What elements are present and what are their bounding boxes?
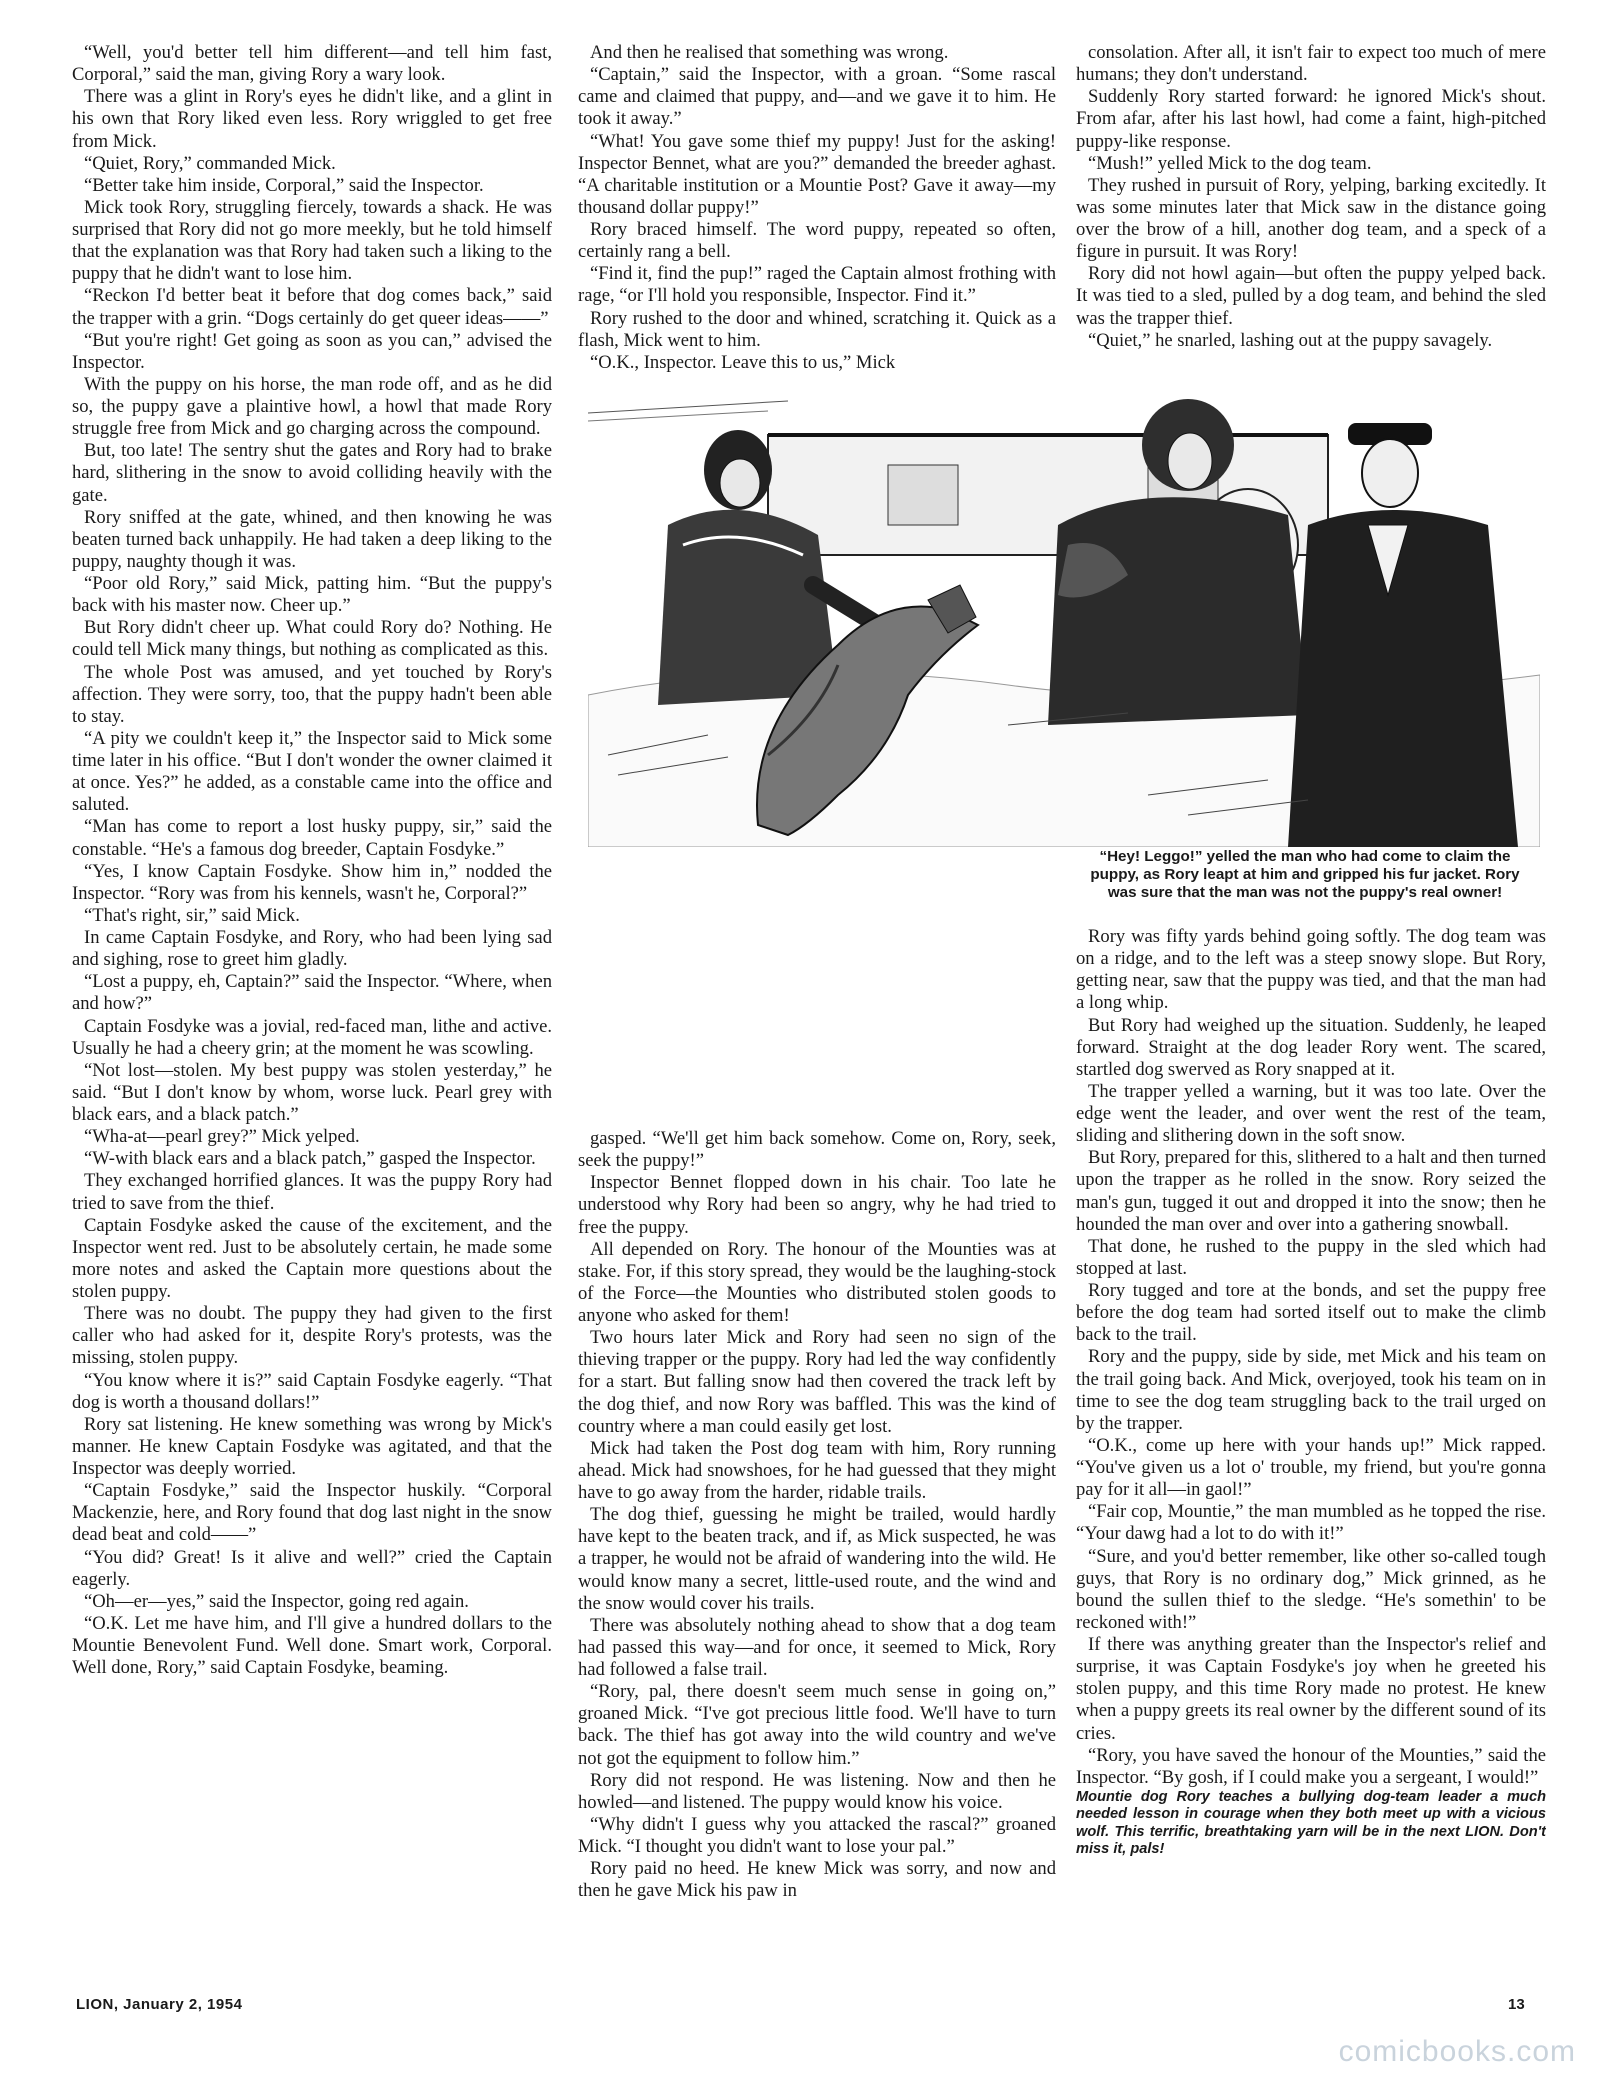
paragraph: They rushed in pursuit of Rory, yelping, barking excitedly. It was some minutes later that Mick saw in the distance going over the brow of a hill, another dog team, and a speck of a figure in pursuit. It was Rory! — [1076, 174, 1546, 263]
paragraph: “Lost a puppy, eh, Captain?” said the Inspector. “Where, when and how?” — [72, 971, 552, 1015]
paragraph: “Better take him inside, Corporal,” said the Inspector. — [84, 174, 484, 196]
story-illustration — [588, 395, 1540, 847]
paragraph: Rory was fifty yards behind going softly. The dog team was on a ridge, and to the left was a steep snowy slope. But Rory, getting near, saw that the puppy was tied, and that the man had a long whip. — [1076, 926, 1546, 1014]
paragraph: “What! You gave some thief my puppy! Just for the asking! Inspector Bennet, what are you?” demanded the breeder aghast. “A charitable institution or a Mountie Post? Gave it away—my thousand dollar puppy!” — [578, 130, 1056, 218]
paragraph: “Oh—er—yes,” said the Inspector, going red again. — [84, 1590, 469, 1612]
paragraph: “Rory, you have saved the honour of the Mounties,” said the Inspector. “By gosh, if I could make you a sergeant, I would!” — [1076, 1744, 1546, 1788]
issue-footer: LION, January 2, 1954 — [76, 1996, 243, 2013]
paragraph: “Yes, I know Captain Fosdyke. Show him in,” nodded the Inspector. “Rory was from his kennels, wasn't he, Corporal?” — [72, 860, 552, 904]
paragraph: Rory sniffed at the gate, whined, and then knowing he was beaten turned back unhappily. He had taken a deep liking to the puppy, naughty though it was. — [72, 506, 552, 572]
paragraph: The whole Post was amused, and yet touched by Rory's affection. They were sorry, too, that the puppy hadn't been able to stay. — [72, 661, 552, 727]
paragraph: That done, he rushed to the puppy in the sled which had stopped at last. — [1076, 1235, 1546, 1279]
paragraph: “W-with black ears and a black patch,” gasped the Inspector. — [84, 1148, 536, 1170]
paragraph: There was a glint in Rory's eyes he didn't like, and a glint in his own that Rory liked even less. Rory wriggled to get free from Mick. — [72, 86, 552, 152]
paragraph: Rory rushed to the door and whined, scratching it. Quick as a flash, Mick went to him. — [578, 307, 1056, 351]
paragraph: “O.K., Inspector. Leave this to us,” Mick — [590, 351, 896, 373]
story-column-2-bottom — [578, 1128, 1056, 1988]
paragraph: Two hours later Mick and Rory had seen no sign of the thieving trapper or the puppy. Rory had led the way confidently for a start. But falling snow had then covered the track left by the dog thief, and now Rory was baffled. This was the kind of country where a man could easily get lost. — [578, 1327, 1056, 1437]
paragraph: “Wha-at—pearl grey?” Mick yelped. — [84, 1126, 360, 1148]
paragraph: “Reckon I'd better beat it before that dog comes back,” said the trapper with a grin. “Dogs certainly do get queer ideas——” — [72, 285, 552, 329]
paragraph: In came Captain Fosdyke, and Rory, who had been lying sad and sighing, rose to greet him gladly. — [72, 927, 552, 971]
paragraph: But Rory had weighed up the situation. Suddenly, he leaped forward. Straight at the dog leader Rory went. The scared, startled dog swerved as Rory snapped at it. — [1076, 1014, 1546, 1080]
story-column-1 — [72, 42, 552, 1972]
paragraph: Rory tugged and tore at the bonds, and set the puppy free before the dog team had sorted itself out to make the climb back to the trail. — [1076, 1280, 1546, 1346]
paragraph: Suddenly Rory started forward: he ignored Mick's shout. From afar, after his last howl, had come a faint, high-pitched puppy-like response. — [1076, 86, 1546, 152]
paragraph: “O.K. Let me have him, and I'll give a hundred dollars to the Mountie Benevolent Fund. Well done. Smart work, Corporal. Well done, Rory,” said Captain Fosdyke, beaming. — [72, 1612, 552, 1679]
paragraph: There was absolutely nothing ahead to show that a dog team had passed this way—and for once, it seemed to Mick, Rory had followed a false trail. — [578, 1614, 1056, 1680]
paragraph: Rory sat listening. He knew something was wrong by Mick's manner. He knew Captain Fosdyke was agitated, and that the Inspector was deeply worried. — [72, 1413, 552, 1479]
paragraph: All depended on Rory. The honour of the Mounties was at stake. For, if this story spread, they would be the laughing-stock of the Force—the Mounties who distributed stolen goods to anyone who asked for them! — [578, 1238, 1056, 1326]
paragraph: Inspector Bennet flopped down in his chair. Too late he understood why Rory had been so angry, why he had tried to free the puppy. — [578, 1172, 1056, 1238]
paragraph: “Find it, find the pup!” raged the Captain almost frothing with rage, “or I'll hold you responsible, Inspector. Find it.” — [578, 263, 1056, 307]
paragraph: “But you're right! Get going as soon as you can,” advised the Inspector. — [72, 329, 552, 373]
paragraph: “Fair cop, Mountie,” the man mumbled as he topped the rise. “Your dawg had a lot to do with it!” — [1076, 1501, 1546, 1545]
paragraph: “Poor old Rory,” said Mick, patting him. “But the puppy's back with his master now. Cheer up.” — [72, 573, 552, 617]
paragraph: Rory paid no heed. He knew Mick was sorry, and now and then he gave Mick his paw in — [578, 1858, 1056, 1902]
paragraph: “You know where it is?” said Captain Fosdyke eagerly. “That dog is worth a thousand dollars!” — [72, 1369, 552, 1413]
paragraph: Mick had taken the Post dog team with him, Rory running ahead. Mick had snowshoes, for he had guessed that they might have to go away from the harder, ridable trails. — [578, 1437, 1056, 1503]
paragraph: “That's right, sir,” said Mick. — [84, 904, 300, 926]
paragraph: Captain Fosdyke was a jovial, red-faced man, lithe and active. Usually he had a cheery grin; at the moment he was scowling. — [72, 1015, 552, 1059]
paragraph: Rory and the puppy, side by side, met Mick and his team on the trail going back. And Mick, overjoyed, took his team on in time to see the dog team struggling back to the trail urged on by the trapper. — [1076, 1346, 1546, 1434]
paragraph: “O.K., come up here with your hands up!” Mick rapped. “You've given us a lot o' trouble, my friend, but you're gonna pay for it all—in gaol!” — [1076, 1434, 1546, 1501]
paragraph: “Not lost—stolen. My best puppy was stolen yesterday,” he said. “But I don't know by whom, worse luck. Pearl grey with black ears, and a black patch.” — [72, 1059, 552, 1125]
paragraph: “Quiet,” he snarled, lashing out at the puppy savagely. — [1088, 329, 1493, 351]
paragraph: “Why didn't I guess why you attacked the rascal?” groaned Mick. “I thought you didn't want to lose your pal.” — [578, 1813, 1056, 1857]
paragraph: “Man has come to report a lost husky puppy, sir,” said the constable. “He's a famous dog breeder, Captain Fosdyke.” — [72, 816, 552, 860]
paragraph: The trapper yelled a warning, but it was too late. Over the edge went the leader, and over went the rest of the team, sliding and slithering down in the soft snow. — [1076, 1080, 1546, 1147]
paragraph: Captain Fosdyke asked the cause of the excitement, and the Inspector went red. Just to be absolutely certain, he made some more notes and asked the Captain more questions about the stolen puppy. — [72, 1214, 552, 1302]
paragraph: “Quiet, Rory,” commanded Mick. — [84, 152, 336, 174]
paragraph: “A pity we couldn't keep it,” the Inspector said to Mick some time later in his office. “But I don't wonder the owner claimed it at once. Yes?” he added, as a constable came into the office and saluted. — [72, 727, 552, 816]
paragraph: “Rory, pal, there doesn't seem much sense in going on,” groaned Mick. “I've got precious little food. We'll have to turn back. The thief has got away into the wild country and we've not got the equipment to follow him.” — [578, 1681, 1056, 1769]
paragraph: They exchanged horrified glances. It was the puppy Rory had tried to save from the thief. — [72, 1170, 552, 1214]
paragraph: But Rory didn't cheer up. What could Rory do? Nothing. He could tell Mick many things, but nothing as complicated as this. — [72, 617, 552, 661]
paragraph: gasped. “We'll get him back somehow. Come on, Rory, seek, seek the puppy!” — [578, 1128, 1056, 1172]
paragraph: And then he realised that something was wrong. — [590, 42, 949, 63]
site-watermark: comicbooks.com — [1338, 2035, 1576, 2068]
paragraph: With the puppy on his horse, the man rode off, and as he did so, the puppy gave a plaintive howl, a howl that made Rory struggle free from Mick and go charging across the compound. — [72, 373, 552, 440]
paragraph: “Well, you'd better tell him different—and tell him fast, Corporal,” said the man, giving Rory a wary look. — [72, 42, 552, 86]
paragraph: But Rory, prepared for this, slithered to a halt and then turned upon the trapper as he rolled in the snow. Rory seized the man's gun, tugged it out and dropped it into the snow; then he hounded the man over and over into a gathering snowball. — [1076, 1147, 1546, 1235]
paragraph: “Captain,” said the Inspector, with a groan. “Some rascal came and claimed that puppy, and—and we gave it to him. He took it away.” — [578, 64, 1056, 130]
page-number: 13 — [1508, 1996, 1525, 2013]
story-column-2-top — [578, 42, 1056, 388]
paragraph: “Sure, and you'd better remember, like other so-called tough guys, that Rory is no ordinary dog,” Mick grinned, as he bound the sullen thief to the sledge. “He's somethin' to be reckoned with!” — [1076, 1545, 1546, 1633]
paragraph: consolation. After all, it isn't fair to expect too much of mere humans; they don't understand. — [1076, 42, 1546, 86]
next-issue-teaser: Mountie dog Rory teaches a bullying dog-team leader a much needed lesson in courage when they both meet up with a vicious wolf. This terrific, breathtaking yarn will be in the next LION. Don't miss it, pals! — [1076, 1788, 1546, 1858]
paragraph: “You did? Great! Is it alive and well?” cried the Captain eagerly. — [72, 1546, 552, 1590]
illustration-caption: “Hey! Leggo!” yelled the man who had come to claim the puppy, as Rory leapt at him and gripped his fur jacket. Rory was sure that the man was not the puppy's real owner! — [1090, 848, 1520, 902]
story-column-3-bottom — [1076, 926, 1546, 1988]
paragraph: If there was anything greater than the Inspector's relief and surprise, it was Captain Fosdyke's joy when he greeted his stolen puppy, and this time Rory made no protest. He knew when a puppy greets its real owner by the different sound of its cries. — [1076, 1634, 1546, 1744]
paragraph: Rory did not howl again—but often the puppy yelped back. It was tied to a sled, pulled by a dog team, and behind the sled was the trapper thief. — [1076, 263, 1546, 329]
story-column-3-top — [1076, 42, 1546, 388]
story-column-3-bottom-paragraphs — [1076, 926, 1546, 1789]
paragraph: Rory did not respond. He was listening. Now and then he howled—and listened. The puppy would know his voice. — [578, 1769, 1056, 1813]
paragraph: The dog thief, guessing he might be trailed, would hardly have kept to the beaten track, and if, as Mick suspected, he was a trapper, he would not be afraid of wandering into the wild. He would know many a secret, little-used route, and the wind and the snow would cover his trails. — [578, 1504, 1056, 1614]
paragraph: But, too late! The sentry shut the gates and Rory had to brake hard, slithering in the snow to avoid colliding heavily with the gate. — [72, 440, 552, 506]
paragraph: “Captain Fosdyke,” said the Inspector huskily. “Corporal Mackenzie, here, and Rory found that dog last night in the snow dead beat and cold——” — [72, 1480, 552, 1546]
paragraph: Mick took Rory, struggling fiercely, towards a shack. He was surprised that Rory did not go more meekly, but he told himself that the explanation was that Rory had taken such a liking to the puppy that he didn't want to lose him. — [72, 196, 552, 285]
paragraph: Rory braced himself. The word puppy, repeated so often, certainly rang a bell. — [578, 219, 1056, 263]
paragraph: “Mush!” yelled Mick to the dog team. — [1088, 152, 1372, 174]
paragraph: There was no doubt. The puppy they had given to the first caller who had asked for it, despite Rory's protests, was the missing, stolen puppy. — [72, 1303, 552, 1369]
